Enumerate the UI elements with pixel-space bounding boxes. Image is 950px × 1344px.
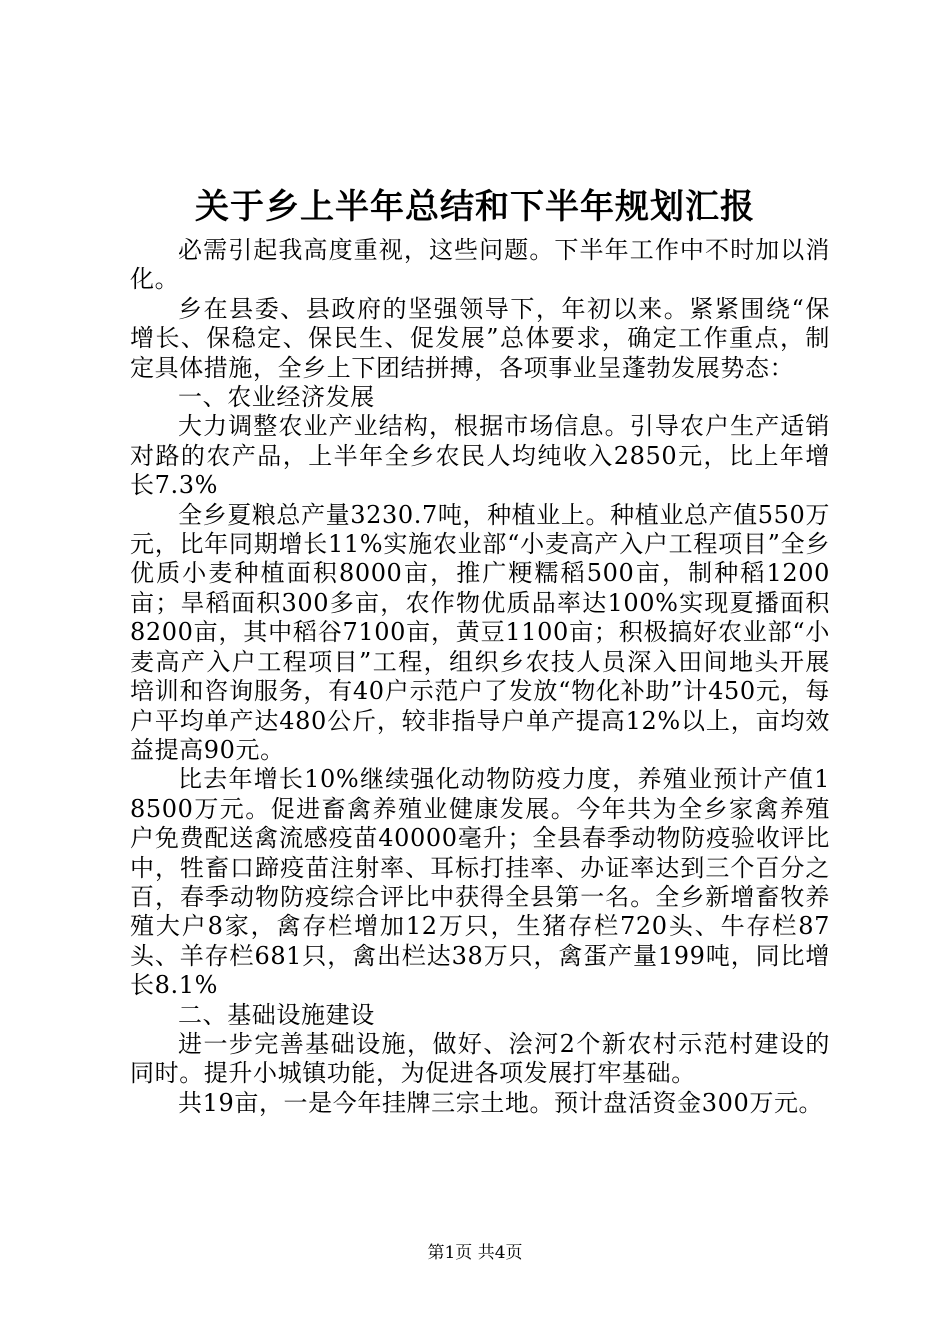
paragraph: 乡在县委、县政府的坚强领导下，年初以来。紧紧围绕“保增长、保稳定、保民生、促发展”总体要求，确定工作重点，制定具体措施，全乡上下团结拼搏，各项事业呈蓬勃发展势态： — [130, 294, 830, 382]
paragraph: 共19亩，一是今年挂牌三宗土地。预计盘活资金300万元。 — [178, 1088, 824, 1117]
paragraph: 全乡夏粮总产量3230.7吨，种植业上。种植业总产值550万元，比年同期增长11%实施农业部“小麦高产入户工程项目”全乡优质小麦种植面积8000亩，推广粳糯稻500亩，制种稻1200亩；旱稻面积300多亩，农作物优质品率达100%实现夏播面积8200亩，其中稻谷7100亩，黄豆1100亩；积极搞好农业部“小麦高产入户工程项目”工程，组织乡农技人员深入田间地头开展培训和咨询服务，有40户示范户了发放“物化补助”计450元，每户平均单产达480公斤，较非指导户单产提高12%以上，亩均效益提高90元。 — [130, 500, 830, 764]
document-body — [130, 236, 830, 1118]
paragraph: 大力调整农业产业结构，根据市场信息。引导农户生产适销对路的农产品，上半年全乡农民人均纯收入2850元，比上年增长7.3% — [130, 412, 830, 500]
page-footer: 第1页 共4页 — [427, 1243, 523, 1263]
paragraph: 比去年增长10%继续强化动物防疫力度，养殖业预计产值18500万元。促进畜禽养殖业健康发展。今年共为全乡家禽养殖户免费配送禽流感疫苗40000毫升；全县春季动物防疫验收评比中，牲畜口蹄疫苗注射率、耳标打挂率、办证率达到三个百分之百，春季动物防疫综合评比中获得全县第一名。全乡新增畜牧养殖大户8家，禽存栏增加12万只，生猪存栏720头、牛存栏87头、羊存栏681只，禽出栏达38万只，禽蛋产量199吨，同比增长8.1% — [130, 765, 830, 1000]
section-heading: 二、基础设施建设 — [178, 1000, 375, 1029]
paragraph: 进一步完善基础设施，做好、浍河2个新农村示范村建设的同时。提升小城镇功能，为促进各项发展打牢基础。 — [130, 1029, 830, 1088]
section-heading: 一、农业经济发展 — [178, 383, 375, 412]
paragraph: 必需引起我高度重视，这些问题。下半年工作中不时加以消化。 — [130, 236, 830, 294]
document-title: 关于乡上半年总结和下半年规划汇报 — [195, 187, 755, 227]
